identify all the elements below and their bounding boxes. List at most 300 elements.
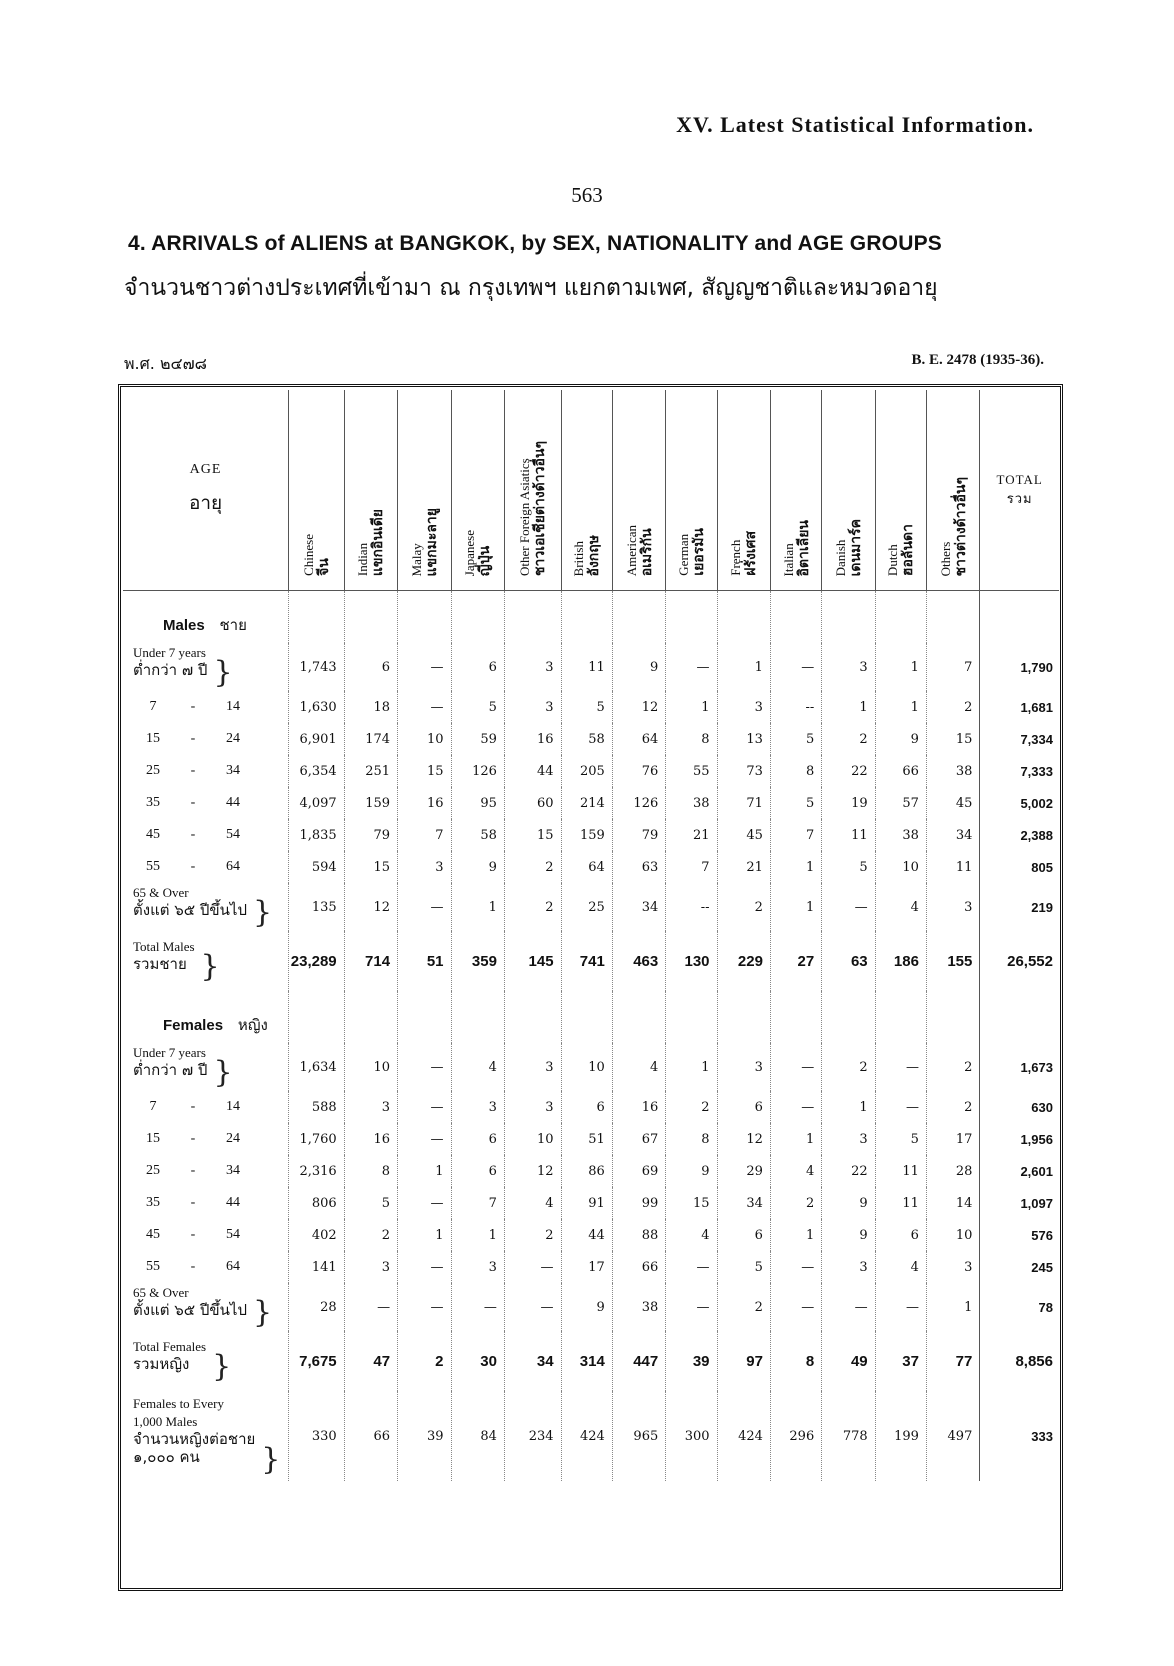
column-header-chinese [289,390,345,591]
table-row [123,851,1059,883]
column-header-en: British [571,540,587,576]
cell-danish: 1 [822,691,875,723]
cell-danish: 2 [822,723,875,755]
cell-chinese: 1,743 [289,643,345,691]
age-range-end: 54 [226,1227,240,1242]
row-label-en: 65 & Over [133,885,189,901]
age-group-label [123,787,289,819]
cell-german: 130 [666,931,717,991]
cell-british: 9 [561,1283,612,1331]
empty-cell [561,991,612,1043]
cell-american: 64 [612,723,665,755]
cell-japanese: 84 [451,1391,504,1481]
total-row [123,1331,1059,1391]
cell-italian: 1 [770,851,821,883]
column-header-th: แขกอินเดีย [370,508,387,576]
running-head: XV. Latest Statistical Information. [676,112,1034,137]
cell-others: 2 [926,1091,979,1123]
cell-german: 9 [666,1155,717,1187]
cell-indian: 16 [344,1123,397,1155]
cell-other-foreign-asiatics: 3 [504,691,561,723]
brace-glyph: } [261,1441,281,1477]
age-range-dash: - [190,1163,196,1178]
cell-american: 126 [612,787,665,819]
cell-malay: — [398,1251,451,1283]
cell-other-foreign-asiatics: 2 [504,883,561,931]
cell-chinese: 4,097 [289,787,345,819]
age-group-label [123,691,289,723]
age-range-dash: - [190,1227,196,1242]
cell-italian: 296 [770,1391,821,1481]
cell-japanese: 59 [451,723,504,755]
cell-german: 1 [666,691,717,723]
cell-others: 10 [926,1219,979,1251]
cell-japanese: 359 [451,931,504,991]
cell-german: 15 [666,1187,717,1219]
age-range-end: 14 [226,699,240,714]
cell-danish: 22 [822,755,875,787]
cell-american: 12 [612,691,665,723]
cell-chinese: 135 [289,883,345,931]
age-range-start: 7 [149,699,157,714]
cell-others: 2 [926,691,979,723]
cell-british: 11 [561,643,612,691]
cell-others: 7 [926,643,979,691]
brace-glyph: } [213,654,233,690]
column-header-en: Japanese [462,529,478,576]
age-range-start: 45 [146,1227,160,1242]
column-header-danish [822,390,875,591]
cell-american: 16 [612,1091,665,1123]
empty-cell [926,991,979,1043]
cell-american: 9 [612,643,665,691]
cell-dutch: 9 [875,723,926,755]
cell-chinese: 594 [289,851,345,883]
age-range [133,1163,283,1179]
cell-japanese: 4 [451,1043,504,1091]
table-row [123,1219,1059,1251]
column-header-th: ฝรั่งเศส [743,531,760,576]
column-header-american [612,390,665,591]
cell-malay: — [398,1123,451,1155]
cell-british: 424 [561,1391,612,1481]
cell-others: 38 [926,755,979,787]
cell-japanese: 126 [451,755,504,787]
table-row [123,1155,1059,1187]
column-header-th: ชาวเอเชียต่างด้าวอื่นๆ [532,440,549,576]
cell-american: 38 [612,1283,665,1331]
column-header-other-foreign-asiatics [504,390,561,591]
cell-total: 805 [980,851,1059,883]
cell-french: 29 [717,1155,770,1187]
cell-other-foreign-asiatics: 3 [504,643,561,691]
row-label-block [133,644,207,680]
section-label-cell [123,591,289,644]
cell-japanese: 5 [451,691,504,723]
cell-total: 245 [980,1251,1059,1283]
column-header-label [885,524,916,576]
empty-cell [822,991,875,1043]
age-range-end: 24 [226,731,240,746]
age-range-start: 25 [146,763,160,778]
cell-italian: 1 [770,1123,821,1155]
cell-other-foreign-asiatics: 2 [504,851,561,883]
cell-danish: 778 [822,1391,875,1481]
age-range-dash: - [190,731,196,746]
cell-british: 159 [561,819,612,851]
cell-danish: 5 [822,851,875,883]
cell-japanese: 3 [451,1091,504,1123]
empty-cell [398,991,451,1043]
cell-others: 1 [926,1283,979,1331]
cell-total: 1,790 [980,643,1059,691]
age-range [133,859,283,875]
empty-cell [875,591,926,644]
empty-cell [398,591,451,644]
empty-cell [666,591,717,644]
column-header-en: Malay [408,542,424,576]
cell-other-foreign-asiatics: 2 [504,1219,561,1251]
cell-dutch: 4 [875,883,926,931]
cell-japanese: 6 [451,1123,504,1155]
cell-other-foreign-asiatics: 44 [504,755,561,787]
age-range-dash: - [190,763,196,778]
cell-danish: 49 [822,1331,875,1391]
cell-danish: 3 [822,1123,875,1155]
cell-british: 44 [561,1219,612,1251]
table-row [123,1123,1059,1155]
column-header-label [728,531,759,576]
empty-cell [612,591,665,644]
column-header-en: Italian [780,542,796,576]
cell-total: 2,388 [980,819,1059,851]
cell-italian: — [770,643,821,691]
cell-other-foreign-asiatics: 16 [504,723,561,755]
column-header-th: อังกฤษ [586,534,603,576]
age-group-label [123,1123,289,1155]
cell-dutch: 5 [875,1123,926,1155]
cell-other-foreign-asiatics: — [504,1251,561,1283]
age-group-label [123,1251,289,1283]
section-label-thai: ชาย [214,616,247,634]
cell-danish: 1 [822,1091,875,1123]
cell-french: 1 [717,643,770,691]
cell-chinese: 28 [289,1283,345,1331]
cell-french: 13 [717,723,770,755]
cell-others: 15 [926,723,979,755]
cell-japanese: 9 [451,851,504,883]
cell-others: 14 [926,1187,979,1219]
cell-dutch: 38 [875,819,926,851]
empty-cell [926,591,979,644]
cell-malay: 10 [398,723,451,755]
cell-dutch: 199 [875,1391,926,1481]
cell-others: 155 [926,931,979,991]
cell-american: 447 [612,1331,665,1391]
section-label: Males [163,617,205,634]
cell-danish: 2 [822,1043,875,1091]
cell-german: — [666,643,717,691]
cell-danish: 63 [822,931,875,991]
column-header-th: ฮอลันดา [900,523,917,576]
age-range-start: 15 [146,731,160,746]
column-header-british [561,390,612,591]
cell-danish: — [822,883,875,931]
age-column-header [123,390,289,591]
cell-indian: 66 [344,1391,397,1481]
age-group-label [123,1187,289,1219]
age-range-start: 45 [146,827,160,842]
cell-indian: 159 [344,787,397,819]
column-header-malay [398,390,451,591]
cell-malay: — [398,1043,451,1091]
age-range-start: 25 [146,1163,160,1178]
cell-indian: 79 [344,819,397,851]
row-label-block [133,1338,206,1374]
table-row [123,883,1059,931]
cell-total: 8,856 [980,1331,1059,1391]
cell-french: 6 [717,1219,770,1251]
cell-total: 7,333 [980,755,1059,787]
cell-german: — [666,1251,717,1283]
ratio-label-th-2: ๑,๐๐๐ คน [133,1448,200,1467]
cell-chinese: 1,630 [289,691,345,723]
cell-others: 28 [926,1155,979,1187]
ratio-row-label [123,1391,289,1481]
cell-total: 7,334 [980,723,1059,755]
column-header-japanese [451,390,504,591]
column-header-label [517,441,548,576]
empty-cell [451,591,504,644]
cell-others: 2 [926,1043,979,1091]
cell-german: -- [666,883,717,931]
cell-italian: 7 [770,819,821,851]
cell-french: 6 [717,1091,770,1123]
cell-malay: 2 [398,1331,451,1391]
age-range-end: 64 [226,1259,240,1274]
cell-dutch: 11 [875,1187,926,1219]
cell-italian: — [770,1091,821,1123]
section-row [123,591,1059,644]
age-group-label [123,1043,289,1091]
section-row [123,991,1059,1043]
cell-chinese: 6,354 [289,755,345,787]
column-header-french [717,390,770,591]
empty-cell [717,991,770,1043]
age-group-label [123,723,289,755]
cell-american: 4 [612,1043,665,1091]
cell-italian: 1 [770,883,821,931]
age-group-label [123,755,289,787]
table-row [123,643,1059,691]
cell-german: 7 [666,851,717,883]
cell-french: 229 [717,931,770,991]
cell-total: 1,097 [980,1187,1059,1219]
cell-total: 26,552 [980,931,1059,991]
cell-american: 965 [612,1391,665,1481]
table-row [123,1091,1059,1123]
cell-british: 86 [561,1155,612,1187]
age-group-label [123,883,289,931]
cell-total: 1,956 [980,1123,1059,1155]
cell-others: 34 [926,819,979,851]
section-label: Females [163,1017,224,1034]
cell-malay: — [398,1283,451,1331]
cell-british: 741 [561,931,612,991]
cell-malay: — [398,1091,451,1123]
table-title-thai: จำนวนชาวต่างประเทศที่เข้ามา ณ กรุงเทพฯ แยกตามเพศ, สัญญชาติและหมวดอายุ [124,275,938,301]
age-group-label [123,851,289,883]
age-range-end: 44 [226,795,240,810]
cell-french: 73 [717,755,770,787]
column-header-en: Others [937,541,953,576]
cell-chinese: 330 [289,1391,345,1481]
table-row [123,723,1059,755]
row-label-block [133,1395,255,1467]
column-header-en: American [623,524,639,576]
cell-british: 58 [561,723,612,755]
age-range-start: 55 [146,1259,160,1274]
row-label-en: Total Females [133,1339,207,1355]
cell-italian: 4 [770,1155,821,1187]
age-range [133,827,283,843]
table-row [123,691,1059,723]
column-header-th: เดนมาร์ค [847,518,864,576]
cell-german: 4 [666,1219,717,1251]
row-label-th: ตั้งแต่ ๖๕ ปีขึ้นไป [133,901,247,920]
cell-american: 88 [612,1219,665,1251]
total-header-th: รวม [1006,491,1033,507]
cell-malay: — [398,691,451,723]
column-header-label [301,534,332,576]
age-range-dash: - [190,1131,196,1146]
cell-dutch: 186 [875,931,926,991]
cell-dutch: 57 [875,787,926,819]
column-header-en: Dutch [885,544,901,576]
column-header-label [833,519,864,576]
ratio-label-th-1: จำนวนหญิงต่อชาย [133,1430,256,1449]
cell-other-foreign-asiatics: 10 [504,1123,561,1155]
cell-german: 39 [666,1331,717,1391]
section-label-thai: หญิง [233,1016,268,1034]
cell-malay: — [398,883,451,931]
cell-italian: — [770,1283,821,1331]
table-row [123,1043,1059,1091]
empty-cell [980,591,1059,644]
empty-cell [451,991,504,1043]
cell-french: 21 [717,851,770,883]
cell-japanese: 58 [451,819,504,851]
cell-dutch: 37 [875,1331,926,1391]
row-label-en: 65 & Over [133,1285,189,1301]
cell-danish: 3 [822,1251,875,1283]
era-thai: พ.ศ. ๒๔๗๘ [124,354,207,373]
cell-german: 8 [666,1123,717,1155]
cell-french: 97 [717,1331,770,1391]
column-header-th: เยอรมัน [690,528,707,576]
empty-cell [344,591,397,644]
total-row [123,931,1059,991]
cell-total: 576 [980,1219,1059,1251]
cell-dutch: 6 [875,1219,926,1251]
cell-dutch: 1 [875,691,926,723]
cell-other-foreign-asiatics: 4 [504,1187,561,1219]
cell-american: 76 [612,755,665,787]
column-header-th: จีน [315,558,332,576]
column-header-label [355,509,386,576]
cell-italian: — [770,1043,821,1091]
row-label-th: ตั้งแต่ ๖๕ ปีขึ้นไป [133,1301,247,1320]
cell-total: 219 [980,883,1059,931]
cell-japanese: 6 [451,643,504,691]
cell-american: 99 [612,1187,665,1219]
cell-american: 63 [612,851,665,883]
cell-chinese: 141 [289,1251,345,1283]
cell-danish: 3 [822,643,875,691]
cell-chinese: 1,835 [289,819,345,851]
cell-japanese: 3 [451,1251,504,1283]
age-range-start: 7 [149,1099,157,1114]
age-group-label [123,1283,289,1331]
cell-japanese: 6 [451,1155,504,1187]
cell-japanese: 1 [451,883,504,931]
cell-japanese: — [451,1283,504,1331]
cell-other-foreign-asiatics: 12 [504,1155,561,1187]
cell-dutch: — [875,1283,926,1331]
cell-german: 300 [666,1391,717,1481]
ratio-row [123,1391,1059,1481]
cell-german: 2 [666,1091,717,1123]
cell-malay: 3 [398,851,451,883]
cell-italian: — [770,1251,821,1283]
cell-french: 5 [717,1251,770,1283]
column-header-en: Other Foreign Asiatics [517,458,533,576]
empty-cell [770,991,821,1043]
cell-dutch: 4 [875,1251,926,1283]
cell-other-foreign-asiatics: 145 [504,931,561,991]
cell-french: 3 [717,1043,770,1091]
cell-danish: 9 [822,1187,875,1219]
table-row [123,787,1059,819]
cell-indian: 8 [344,1155,397,1187]
column-header-label [624,525,655,576]
cell-indian: 47 [344,1331,397,1391]
cell-dutch: 1 [875,643,926,691]
column-header-en: Chinese [300,534,316,576]
cell-british: 17 [561,1251,612,1283]
cell-danish: 11 [822,819,875,851]
cell-british: 91 [561,1187,612,1219]
column-header-en: Indian [355,542,371,576]
cell-malay: — [398,643,451,691]
cell-indian: 10 [344,1043,397,1091]
age-range-dash: - [190,827,196,842]
age-range-dash: - [190,1259,196,1274]
row-label-en: Under 7 years [133,1045,206,1061]
cell-indian: 251 [344,755,397,787]
column-header-en: Danish [832,539,848,576]
column-header-label [676,528,707,576]
cell-danish: 19 [822,787,875,819]
column-header-label [571,535,602,576]
cell-malay: 7 [398,819,451,851]
age-range-dash: - [190,699,196,714]
cell-malay: 39 [398,1391,451,1481]
age-header-en: AGE [189,462,222,477]
age-range [133,763,283,779]
column-header-italian [770,390,821,591]
row-label-th: ต่ำกว่า ๗ ปี [133,1061,208,1080]
